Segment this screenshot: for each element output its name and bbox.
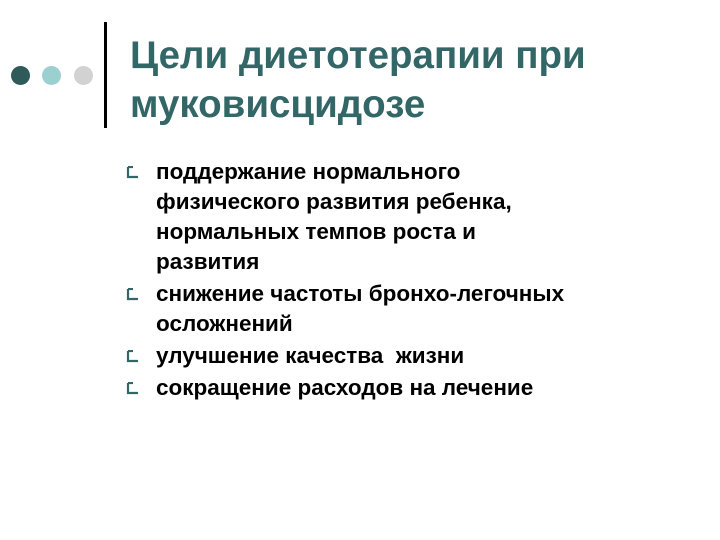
light-teal-dot-icon: [42, 66, 61, 85]
dark-teal-dot-icon: [11, 66, 30, 85]
bullet-list: [125, 157, 695, 405]
bullet-text-line: физического развития ребенка,: [156, 189, 512, 214]
bullet-text-line: нормальных темпов роста и: [156, 219, 476, 244]
bullet-item: [125, 341, 695, 371]
decorative-dots: [11, 66, 93, 86]
open-square-bullet-icon: [126, 288, 139, 301]
slide-title: [130, 31, 700, 129]
bullet-item: [125, 157, 695, 277]
bullet-text-line: улучшение качества жизни: [156, 343, 465, 368]
open-square-bullet-icon: [126, 382, 139, 395]
open-square-bullet-icon: [126, 166, 139, 179]
bullet-item: [125, 279, 695, 339]
bullet-text-line: поддержание нормального: [156, 159, 461, 184]
slide-title-line: Цели диетотерапии при: [130, 34, 586, 77]
slide-title-line: муковисцидозе: [130, 83, 426, 126]
bullet-text-line: осложнений: [156, 311, 293, 336]
bullet-text-line: сокращение расходов на лечение: [156, 375, 534, 400]
bullet-item: [125, 373, 695, 403]
title-divider-line: [104, 22, 107, 128]
open-square-bullet-icon: [126, 350, 139, 363]
gray-dot-icon: [74, 66, 93, 85]
bullet-text-line: снижение частоты бронхо-легочных: [156, 281, 565, 306]
bullet-text-line: развития: [156, 249, 260, 274]
